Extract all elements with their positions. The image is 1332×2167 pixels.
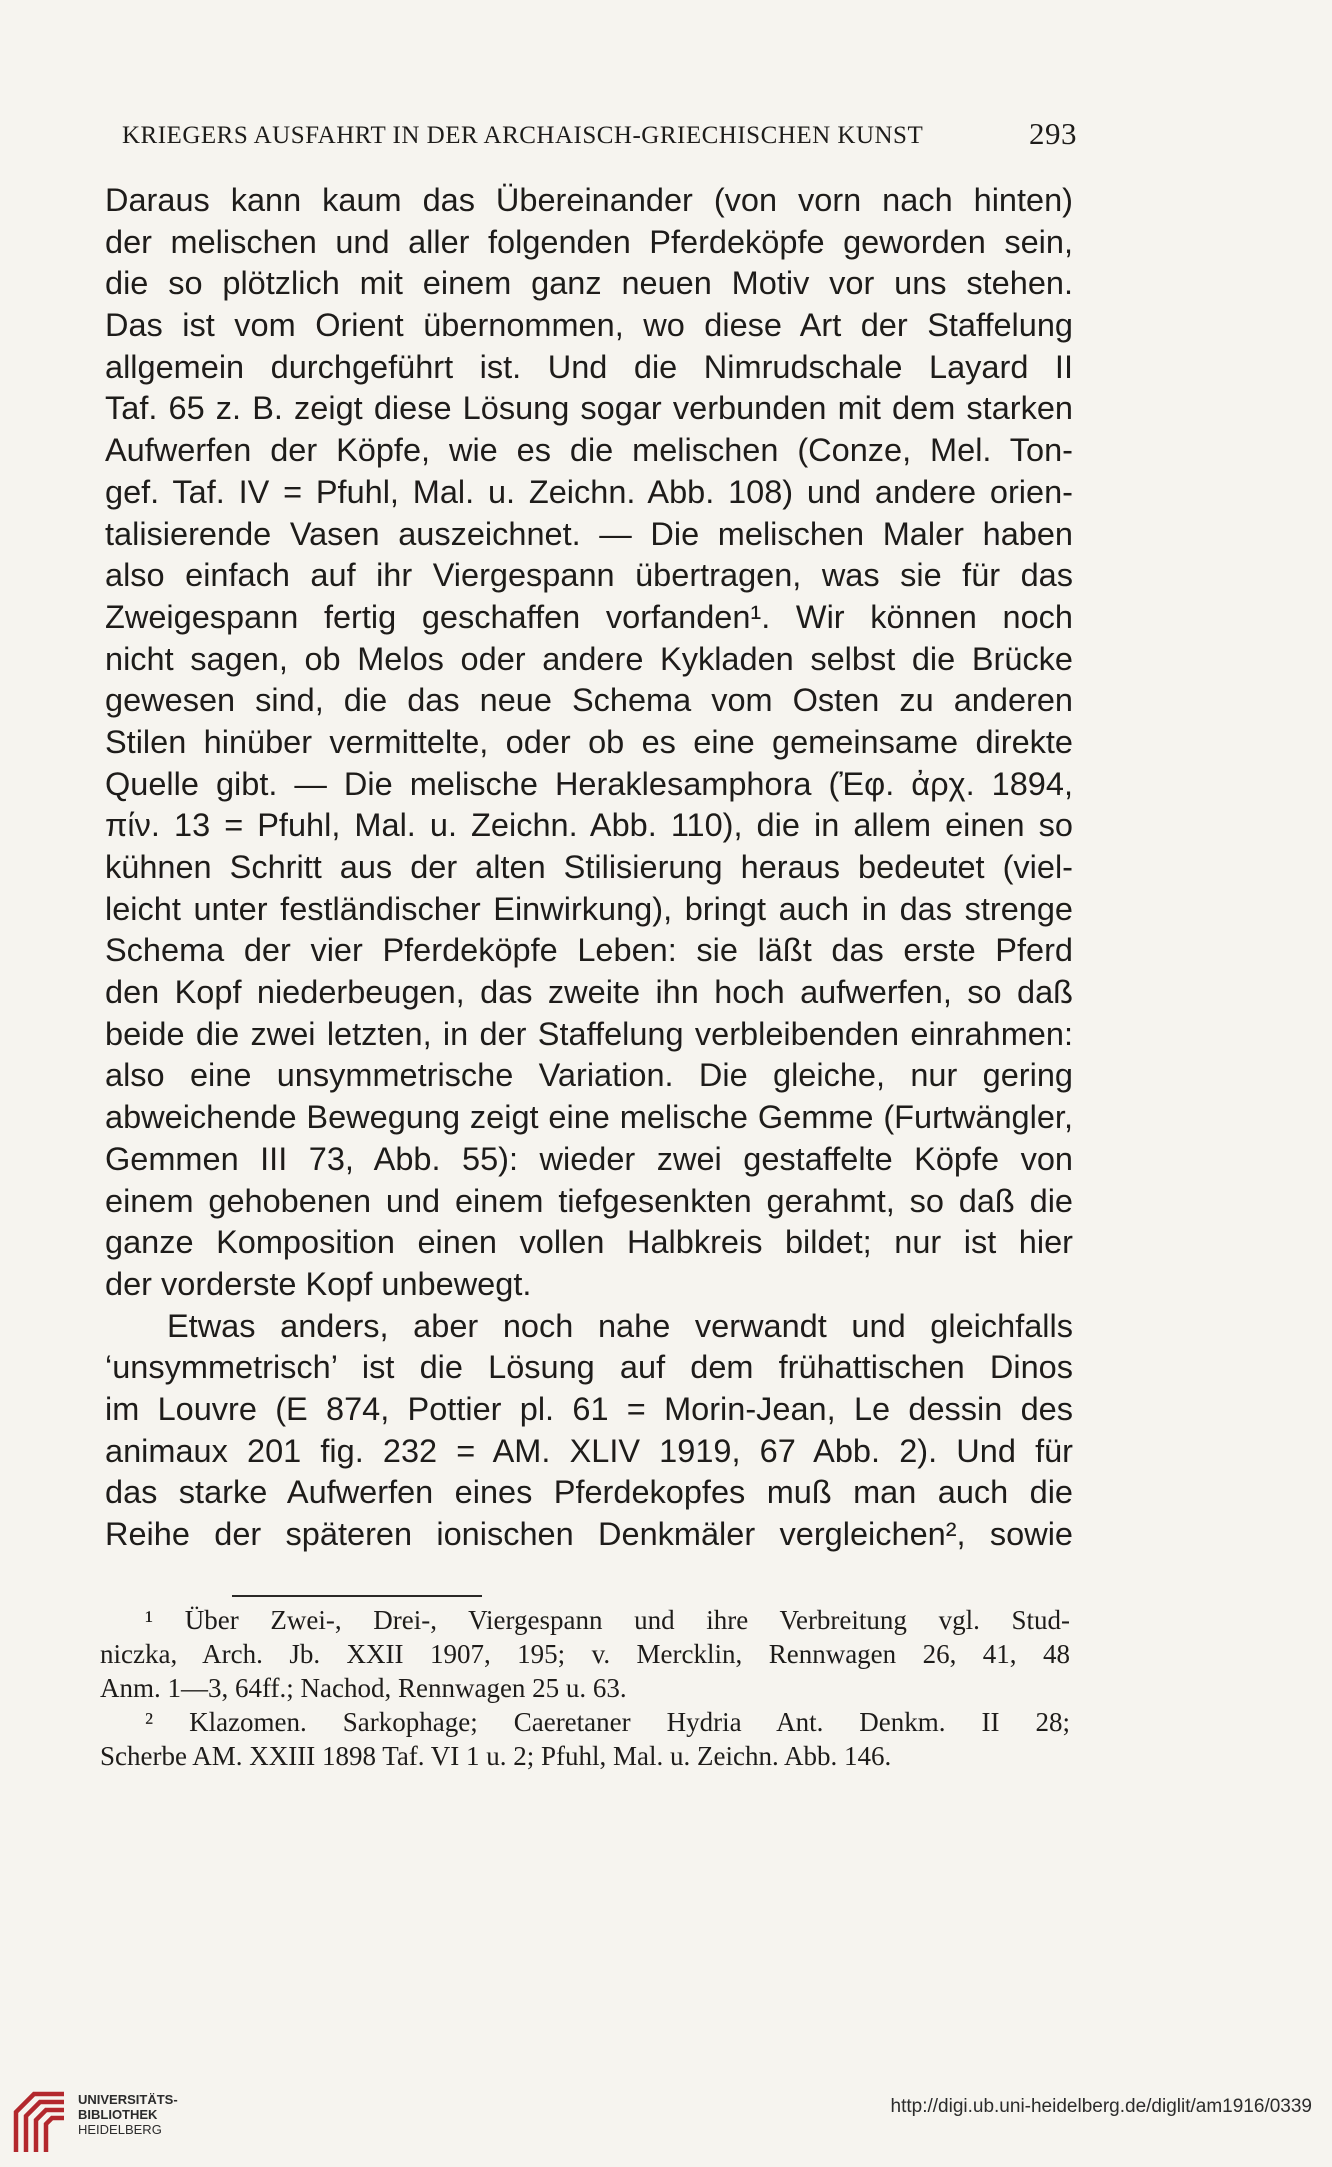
library-name-line: BIBLIOTHEK bbox=[78, 2107, 158, 2122]
body-line: Etwas anders, aber noch nahe verwandt und gleichfalls bbox=[167, 1307, 1073, 1344]
body-line: gewesen sind, die das neue Schema vom Osten zu anderen bbox=[105, 682, 1073, 719]
body-line: beide die zwei letzten, in der Staffelung verbleibenden einrahmen: bbox=[105, 1015, 1073, 1052]
footnote-line: Scherbe AM. XXIII 1898 Taf. VI 1 u. 2; Pfuhl, Mal. u. Zeichn. Abb. 146. bbox=[100, 1741, 892, 1771]
body-line: Reihe der späteren ionischen Denkmäler vergleichen², sowie bbox=[105, 1516, 1073, 1552]
body-line: also einfach auf ihr Viergespann übertragen, was sie für das bbox=[105, 557, 1073, 594]
library-name-line: HEIDELBERG bbox=[78, 2122, 162, 2137]
body-line: Schema der vier Pferdeköpfe Leben: sie läßt das erste Pferd bbox=[105, 932, 1073, 969]
body-line: einem gehobenen und einem tiefgesenkten gerahmt, so daß die bbox=[105, 1182, 1073, 1219]
body-line: ganze Komposition einen vollen Halbkreis bildet; nur ist hier bbox=[105, 1224, 1073, 1261]
body-line: den Kopf niederbeugen, das zweite ihn hoch aufwerfen, so daß bbox=[105, 974, 1073, 1011]
body-line: animaux 201 fig. 232 = AM. XLIV 1919, 67 Abb. 2). Und für bbox=[105, 1432, 1073, 1469]
body-line: Taf. 65 z. B. zeigt diese Lösung sogar verbunden mit dem starken bbox=[105, 390, 1073, 427]
page-footer bbox=[0, 2072, 1332, 2167]
footnote-line: niczka, Arch. Jb. XXII 1907, 195; v. Mercklin, Rennwagen 26, 41, 48 bbox=[100, 1639, 1070, 1669]
footnotes bbox=[100, 1603, 1070, 1773]
body-text bbox=[105, 180, 1073, 1556]
page-number: 293 bbox=[1029, 116, 1077, 151]
body-line: ‘unsymmetrisch’ ist die Lösung auf dem frühattischen Dinos bbox=[105, 1349, 1073, 1386]
body-line: allgemein durchgeführt ist. Und die Nimrudschale Layard II bbox=[105, 348, 1073, 385]
source-url-link[interactable]: http://digi.ub.uni-heidelberg.de/diglit/am1916/0339 bbox=[890, 2096, 1312, 2117]
body-line: leicht unter festländischer Einwirkung), bringt auch in das strenge bbox=[105, 890, 1073, 927]
body-line: gef. Taf. IV = Pfuhl, Mal. u. Zeichn. Abb. 108) und andere orien- bbox=[105, 473, 1073, 510]
body-line: Daraus kann kaum das Übereinander (von vorn nach hinten) bbox=[105, 182, 1073, 218]
body-line: πίν. 13 = Pfuhl, Mal. u. Zeichn. Abb. 110), die in allem einen so bbox=[105, 807, 1073, 844]
footnote-divider bbox=[232, 1595, 482, 1597]
footnote-line: ¹ Über Zwei-, Drei-, Viergespann und ihre Verbreitung vgl. Stud- bbox=[145, 1605, 1070, 1635]
library-name bbox=[78, 2092, 178, 2137]
footnote-line: ² Klazomen. Sarkophage; Caeretaner Hydria Ant. Denkm. II 28; bbox=[145, 1707, 1070, 1737]
body-line: abweichende Bewegung zeigt eine melische Gemme (Furtwängler, bbox=[105, 1099, 1073, 1136]
body-line: Das ist vom Orient übernommen, wo diese Art der Staffelung bbox=[105, 307, 1073, 344]
footnote-line: Anm. 1—3, 64ff.; Nachod, Rennwagen 25 u. 63. bbox=[100, 1673, 627, 1703]
library-logo-icon bbox=[12, 2072, 68, 2154]
body-line: das starke Aufwerfen eines Pferdekopfes muß man auch die bbox=[105, 1474, 1073, 1511]
body-line: die so plötzlich mit einem ganz neuen Motiv vor uns stehen. bbox=[105, 265, 1073, 302]
body-line: talisierende Vasen auszeichnet. — Die melischen Maler haben bbox=[105, 515, 1073, 552]
body-line: nicht sagen, ob Melos oder andere Kykladen selbst die Brücke bbox=[105, 640, 1073, 677]
body-line: kühnen Schritt aus der alten Stilisierung heraus bedeutet (viel- bbox=[105, 849, 1073, 885]
body-line: Stilen hinüber vermittelte, oder ob es eine gemeinsame direkte bbox=[105, 723, 1073, 760]
running-title: KRIEGERS AUSFAHRT IN DER ARCHAISCH-GRIECHISCHEN KUNST bbox=[122, 122, 924, 149]
body-line: Quelle gibt. — Die melische Heraklesamphora (Ἐφ. ἀρχ. 1894, bbox=[105, 765, 1073, 802]
body-line: im Louvre (E 874, Pottier pl. 61 = Morin-Jean, Le dessin des bbox=[105, 1390, 1073, 1427]
body-line: der vorderste Kopf unbewegt. bbox=[105, 1265, 532, 1302]
body-line: Aufwerfen der Köpfe, wie es die melischen (Conze, Mel. Ton- bbox=[105, 432, 1073, 469]
library-name-line: UNIVERSITÄTS- bbox=[78, 2092, 178, 2107]
body-line: also eine unsymmetrische Variation. Die gleiche, nur gering bbox=[105, 1057, 1073, 1094]
body-line: Zweigespann fertig geschaffen vorfanden¹. Wir können noch bbox=[105, 598, 1073, 635]
body-line: Gemmen III 73, Abb. 55): wieder zwei gestaffelte Köpfe von bbox=[105, 1140, 1073, 1177]
running-head bbox=[122, 116, 1077, 151]
body-line: der melischen und aller folgenden Pferdeköpfe geworden sein, bbox=[105, 223, 1073, 260]
